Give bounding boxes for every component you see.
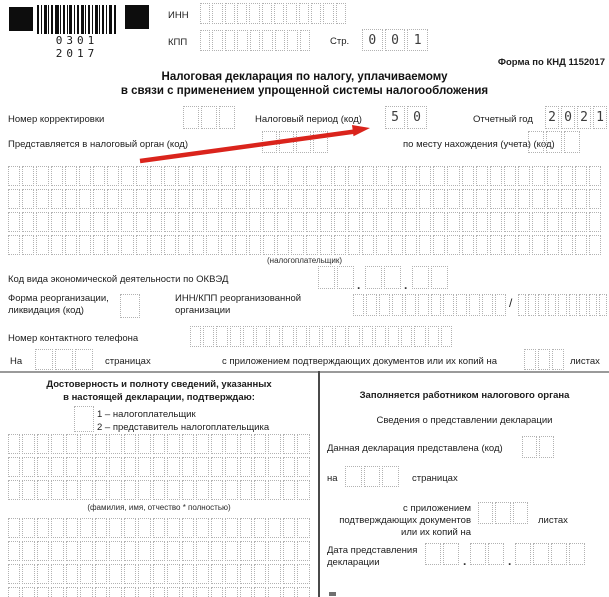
footer-divider-line [0, 371, 609, 373]
submission-date-year-field[interactable] [515, 543, 585, 565]
sheets-count-field[interactable] [524, 349, 564, 370]
clipped-text-fragment [329, 592, 336, 596]
okved-label: Код вида экономической деятельности по ОКВЭД [8, 274, 229, 285]
location-code-label: по месту нахождения (учета) (код) [403, 139, 555, 150]
pages-word-label: страницах [105, 356, 151, 367]
pages-count-field[interactable] [35, 349, 93, 370]
reorg-inn-field[interactable] [353, 294, 506, 316]
kpp-field[interactable] [200, 30, 310, 51]
tax-authority-label: Представляется в налоговый орган (код) [8, 139, 188, 150]
reorg-innkpp-label-line1: ИНН/КПП реорганизованной [175, 293, 302, 304]
signer-fio-field-row-2[interactable] [8, 457, 310, 477]
signer-fio-field-row-5[interactable] [8, 541, 310, 561]
okved-field-part1[interactable] [318, 266, 354, 289]
official-on-label: на [327, 473, 338, 484]
confirm-header-line1: Достоверность и полноту сведений, указанных [46, 379, 272, 390]
date-dot-separator-1: . [463, 554, 467, 568]
registration-square-left [9, 7, 33, 31]
official-attach-line1: с приложением [403, 503, 471, 514]
inn-field[interactable] [200, 3, 346, 24]
submission-date-label-line1: Дата представления [327, 545, 418, 556]
footer-vertical-divider [318, 371, 320, 597]
submission-date-day-field[interactable] [425, 543, 459, 565]
reorg-innkpp-label-line2: организации [175, 305, 231, 316]
signer-fio-field-row-4[interactable] [8, 518, 310, 538]
page-label: Стр. [330, 36, 350, 47]
official-sheets-word-label: листах [538, 515, 568, 526]
taxpayer-name-field-row-2[interactable] [8, 189, 601, 209]
reorg-label-line1: Форма реорганизации, [8, 293, 109, 304]
official-subheader: Сведения о представлении декларации [376, 415, 553, 426]
form-title-line1: Налоговая декларация по налогу, уплачиваемому [161, 71, 448, 83]
official-attach-line2: подтверждающих документов [339, 515, 471, 526]
form-title-line2: в связи с применением упрощенной системы налогообложения [120, 85, 489, 97]
date-dot-separator-2: . [508, 554, 512, 568]
signer-fio-field-row-1[interactable] [8, 434, 310, 454]
official-header: Заполняется работником налогового органа [359, 390, 570, 401]
signer-fio-field-row-6[interactable] [8, 564, 310, 584]
correction-number-label: Номер корректировки [8, 114, 105, 125]
reorg-code-field[interactable] [120, 294, 140, 318]
barcode-digits: 0301 2017 [55, 34, 99, 60]
taxpayer-caption: (налогоплательщик) [266, 256, 342, 265]
phone-label: Номер контактного телефона [8, 333, 139, 344]
official-pages-count-field[interactable] [345, 466, 399, 487]
red-arrow-annotation [130, 118, 380, 170]
okved-field-part3[interactable] [412, 266, 448, 289]
page-number-field: 0 0 1 [362, 29, 428, 51]
signer-fio-field-row-7[interactable] [8, 587, 310, 597]
declaration-submitted-code-field[interactable] [522, 436, 554, 458]
taxpayer-name-field-row-3[interactable] [8, 212, 601, 232]
confirm-option-2: 2 – представитель налогоплательщика [97, 422, 270, 433]
okved-dot-separator-1: . [357, 278, 361, 292]
taxpayer-name-field-row-4[interactable] [8, 235, 601, 255]
on-pages-label: На [10, 356, 23, 367]
form-knd-label: Форма по КНД 1152017 [497, 57, 605, 68]
okved-field-part2[interactable] [365, 266, 401, 289]
report-year-label: Отчетный год [473, 114, 533, 125]
declaration-submitted-label: Данная декларация представлена (код) [327, 443, 503, 454]
kpp-label: КПП [168, 37, 188, 48]
signer-fio-field-row-3[interactable] [8, 480, 310, 500]
registration-square-right [125, 5, 149, 29]
official-pages-word-label: страницах [412, 473, 458, 484]
report-year-field[interactable]: 2 0 2 1 [545, 106, 607, 129]
inn-label: ИНН [168, 10, 189, 21]
confirm-header-line2: в настоящей декларации, подтверждаю: [63, 392, 255, 403]
phone-field[interactable] [190, 326, 452, 347]
okved-dot-separator-2: . [404, 278, 408, 292]
location-code-field[interactable] [528, 131, 580, 153]
tax-period-field[interactable]: 5 0 [385, 106, 427, 129]
confirm-type-field[interactable] [74, 406, 94, 432]
confirm-option-1: 1 – налогоплательщик [97, 409, 196, 420]
inn-kpp-slash: / [509, 296, 513, 310]
attachments-label: с приложением подтверждающих документов или их копий на [222, 356, 498, 367]
submission-date-label-line2: декларации [327, 557, 380, 568]
fio-caption: (фамилия, имя, отчество * полностью) [87, 503, 231, 512]
sheets-word-label: листах [570, 356, 600, 367]
reorg-kpp-field[interactable] [518, 294, 607, 316]
reorg-label-line2: ликвидация (код) [8, 305, 84, 316]
tax-period-label: Налоговый период (код) [255, 114, 362, 125]
official-sheets-count-field[interactable] [478, 502, 528, 524]
submission-date-month-field[interactable] [470, 543, 504, 565]
official-attach-line3: или их копий на [401, 527, 471, 538]
